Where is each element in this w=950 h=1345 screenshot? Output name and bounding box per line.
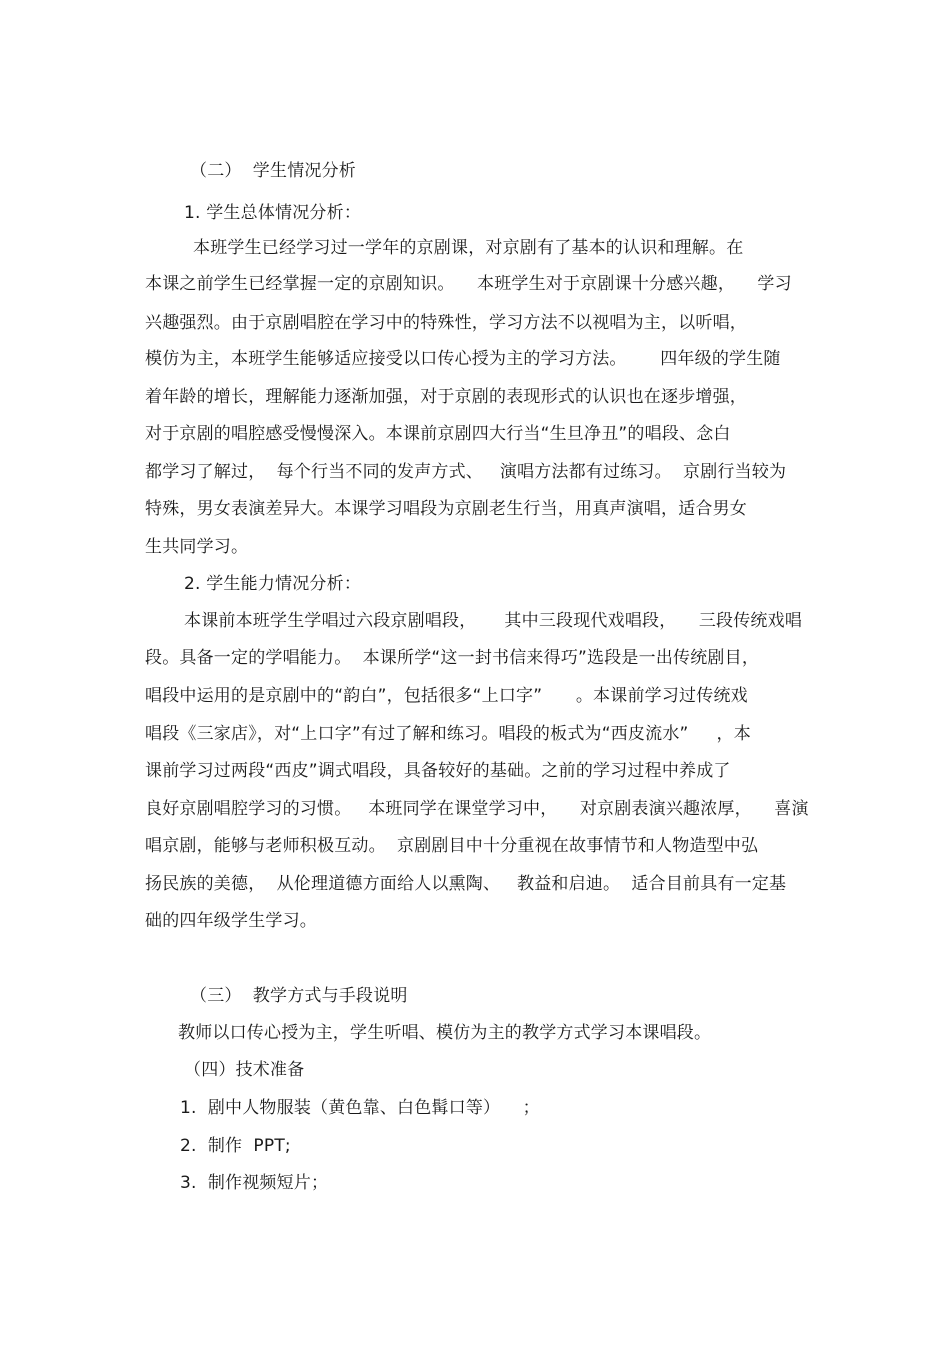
- paragraph-line: 唱京剧，能够与老师积极互动。 京剧剧目中十分重视在故事情节和人物造型中弘: [145, 836, 759, 856]
- paragraph-line: 本班学生已经学习过一学年的京剧课，对京剧有了基本的认识和理解。在: [193, 238, 744, 258]
- paragraph-line: 特殊，男女表演差异大。本课学习唱段为京剧老生行当，用真声演唱，适合男女: [145, 499, 747, 519]
- paragraph-line: 着年龄的增长，理解能力逐渐加强，对于京剧的表现形式的认识也在逐步增强，: [145, 387, 747, 407]
- paragraph-line: 本课之前学生已经掌握一定的京剧知识。 本班学生对于京剧课十分感兴趣， 学习: [145, 274, 792, 294]
- paragraph-line: 础的四年级学生学习。: [145, 911, 317, 931]
- subheading-overall-analysis: 1. 学生总体情况分析：: [184, 203, 362, 223]
- paragraph-line: 唱段《三家店》，对“上口字”有过了解和练习。唱段的板式为“西皮流水” ，本: [145, 724, 751, 744]
- paragraph-line: 课前学习过两段“西皮”调式唱段，具备较好的基础。之前的学习过程中养成了: [145, 761, 731, 781]
- list-item: 2. 制作 PPT;: [180, 1136, 291, 1156]
- list-item: 3. 制作视频短片；: [180, 1173, 329, 1193]
- subheading-ability-analysis: 2. 学生能力情况分析：: [184, 574, 362, 594]
- paragraph-line: 教师以口传心授为主，学生听唱、模仿为主的教学方式学习本课唱段。: [178, 1023, 712, 1043]
- paragraph-line: 生共同学习。: [145, 537, 249, 557]
- paragraph-line: 良好京剧唱腔学习的习惯。 本班同学在课堂学习中， 对京剧表演兴趣浓厚， 喜演: [145, 799, 809, 819]
- paragraph-line: 兴趣强烈。由于京剧唱腔在学习中的特殊性，学习方法不以视唱为主，以听唱，: [145, 313, 747, 333]
- paragraph-line: 段。具备一定的学唱能力。 本课所学“这一封书信来得巧”选段是一出传统剧目，: [145, 648, 760, 668]
- list-item: 1. 剧中人物服装（黄色靠、白色髯口等） ；: [180, 1098, 540, 1118]
- paragraph-line: 模仿为主，本班学生能够适应接受以口传心授为主的学习方法。 四年级的学生随: [145, 349, 781, 369]
- paragraph-line: 本课前本班学生学唱过六段京剧唱段， 其中三段现代戏唱段， 三段传统戏唱: [184, 611, 803, 631]
- paragraph-line: 对于京剧的唱腔感受慢慢深入。本课前京剧四大行当“生旦净丑”的唱段、念白: [145, 424, 731, 444]
- section-heading-teaching-method: （三） 教学方式与手段说明: [190, 986, 408, 1006]
- paragraph-line: 唱段中运用的是京剧中的“韵白”，包括很多“上口字” 。本课前学习过传统戏: [145, 686, 748, 706]
- section-heading-student-analysis: （二） 学生情况分析: [190, 161, 357, 181]
- paragraph-line: 都学习了解过， 每个行当不同的发声方式、 演唱方法都有过练习。 京剧行当较为: [145, 462, 787, 482]
- section-heading-technical-preparation: （四）技术准备: [184, 1060, 305, 1080]
- paragraph-line: 扬民族的美德， 从伦理道德方面给人以熏陶、 教益和启迪。 适合目前具有一定基: [145, 874, 787, 894]
